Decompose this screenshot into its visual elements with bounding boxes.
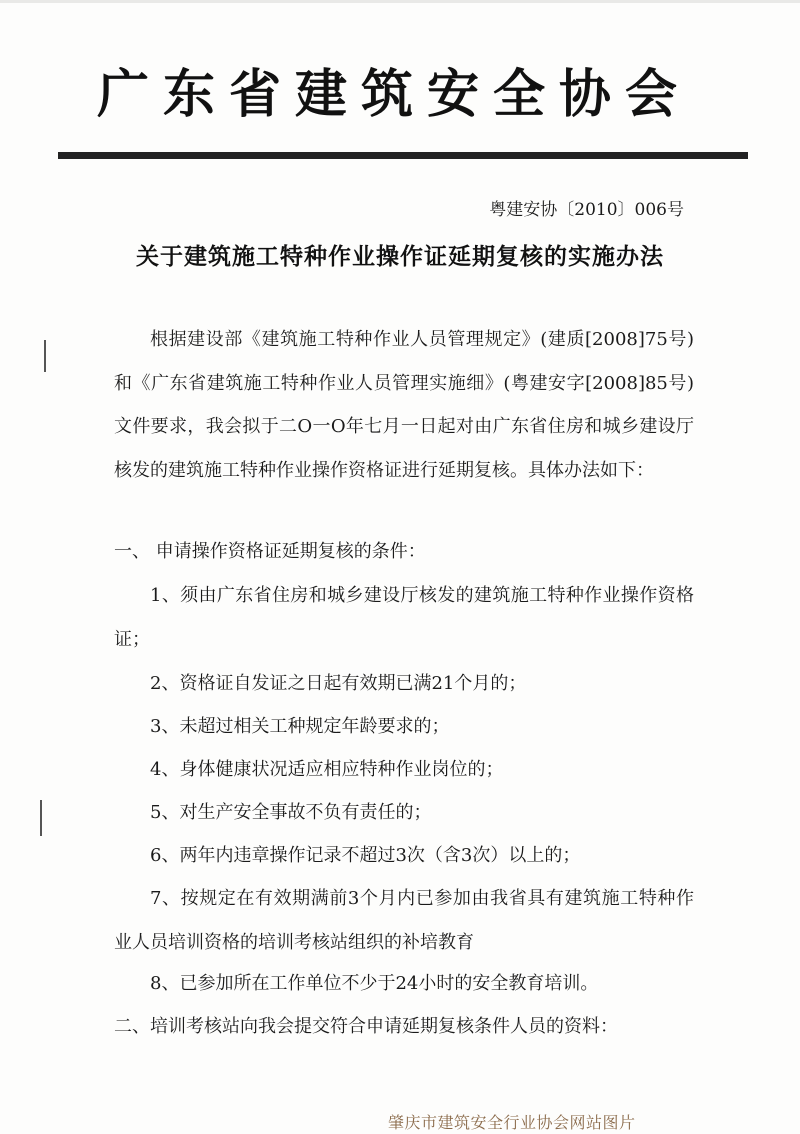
intro-paragraph: 根据建设部《建筑施工特种作业人员管理规定》(建质[2008]75号)和《广东省建筑施工特种作业人员管理实施细》(粤建安字[2008]85号)文件要求，我会拟于二O一O年七月一日起对由广东省住房和城乡建设厅核发的建筑施工特种作业操作资格证进行延期复核。具体办法如下： [114,329,694,481]
intro-block [114,318,694,492]
scan-edge [0,0,800,3]
scan-mark-upper [44,340,46,372]
list-item: 8、已参加所在工作单位不少于24小时的安全教育培训。 [150,973,599,994]
list-item: 5、对生产安全事故不负有责任的； [150,802,432,823]
document-number: 粤建安协〔2010〕006号 [489,200,684,220]
section-1-heading: 一、 申请操作资格证延期复核的条件： [114,541,426,562]
section-1-item-8 [114,962,694,1006]
list-item: 7、按规定在有效期满前3个月内已参加由我省具有建筑施工特种作业人员培训资格的培训考核站组织的补培教育 [114,888,694,953]
section-1-item-5 [114,791,694,835]
section-1-item-1 [114,574,694,661]
list-item: 4、身体健康状况适应相应特种作业岗位的； [150,759,504,780]
section-1-item-2 [114,662,694,706]
section-1 [114,530,694,574]
section-1-item-4 [114,748,694,792]
organization-header: 广东省建筑安全协会 [96,64,691,125]
document-title: 关于建筑施工特种作业操作证延期复核的实施办法 [136,243,664,270]
section-1-item-6 [114,834,694,878]
scan-mark-lower [40,800,42,836]
list-item: 2、资格证自发证之日起有效期已满21个月的； [150,673,527,694]
list-item: 1、须由广东省住房和城乡建设厅核发的建筑施工特种作业操作资格证； [114,585,694,650]
watermark-caption: 肇庆市建筑安全行业协会网站图片 [388,1113,636,1132]
section-1-item-3 [114,705,694,749]
list-item: 6、两年内违章操作记录不超过3次（含3次）以上的； [150,845,581,866]
section-1-item-7 [114,877,694,964]
section-2-heading: 二、培训考核站向我会提交符合申请延期复核条件人员的资料： [114,1016,618,1037]
section-2 [114,1005,694,1049]
list-item: 3、未超过相关工种规定年龄要求的； [150,716,450,737]
header-rule [58,152,748,159]
